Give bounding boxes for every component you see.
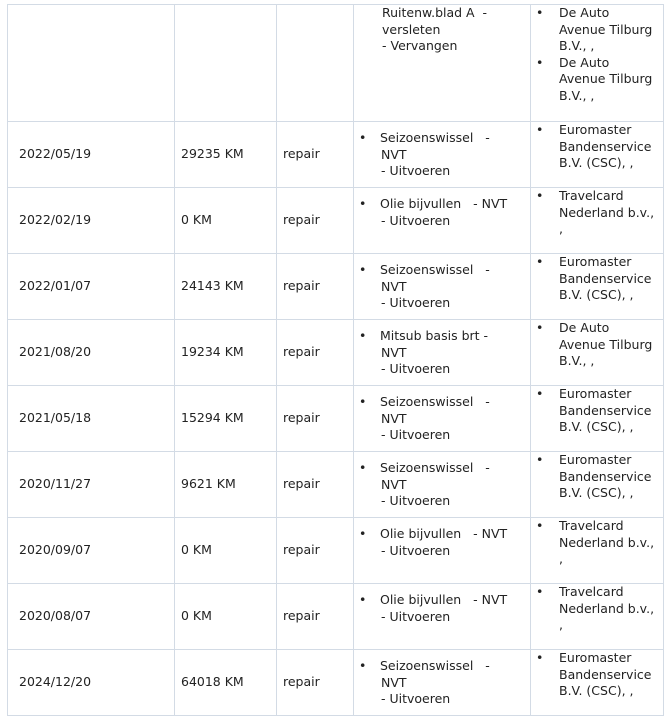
mileage-value: 24143 KM bbox=[181, 278, 244, 294]
bullet-icon: • bbox=[536, 650, 544, 665]
date-cell bbox=[8, 320, 175, 386]
bullet-icon: • bbox=[359, 328, 367, 343]
service-date: 2024/12/20 bbox=[19, 674, 92, 690]
garage-name: Euromaster Bandenservice B.V. (CSC), , bbox=[559, 122, 652, 170]
garage-cell bbox=[531, 386, 664, 452]
type-cell bbox=[277, 452, 354, 518]
garage-list-item bbox=[536, 5, 659, 55]
table-row bbox=[8, 5, 664, 122]
table-row bbox=[8, 386, 664, 452]
work-action-line: - Uitvoeren bbox=[381, 427, 451, 442]
maintenance-history-table bbox=[7, 4, 664, 716]
service-type: repair bbox=[283, 146, 320, 162]
bullet-icon: • bbox=[359, 460, 367, 475]
work-list-item bbox=[359, 592, 524, 609]
mileage-value: 9621 KM bbox=[181, 476, 236, 492]
mileage-value: 0 KM bbox=[181, 542, 212, 558]
service-type: repair bbox=[283, 212, 320, 228]
work-cell bbox=[354, 650, 531, 716]
work-cell bbox=[354, 122, 531, 188]
garage-list-item bbox=[536, 122, 659, 172]
service-date: 2020/09/07 bbox=[19, 542, 92, 558]
service-date: 2021/05/18 bbox=[19, 410, 92, 426]
mileage-cell bbox=[175, 518, 277, 584]
work-cell bbox=[354, 518, 531, 584]
work-action-line: - Uitvoeren bbox=[381, 212, 451, 228]
bullet-icon: • bbox=[359, 130, 367, 145]
garage-name: Euromaster Bandenservice B.V. (CSC), , bbox=[559, 452, 652, 500]
type-cell bbox=[277, 122, 354, 188]
work-description: Seizoenswissel - bbox=[380, 394, 490, 409]
bullet-icon: • bbox=[536, 386, 544, 401]
garage-list-item bbox=[536, 650, 659, 700]
work-list-item bbox=[359, 460, 524, 477]
garage-name: Euromaster Bandenservice B.V. (CSC), , bbox=[559, 254, 652, 302]
service-date: 2022/01/07 bbox=[19, 278, 92, 294]
work-description: Seizoenswissel - bbox=[380, 658, 490, 673]
type-cell bbox=[277, 254, 354, 320]
mileage-cell bbox=[175, 452, 277, 518]
bullet-icon: • bbox=[359, 592, 367, 607]
type-cell bbox=[277, 650, 354, 716]
service-type: repair bbox=[283, 278, 320, 294]
table-row bbox=[8, 650, 664, 716]
date-cell bbox=[8, 452, 175, 518]
garage-cell bbox=[531, 320, 664, 386]
work-description: Seizoenswissel - bbox=[380, 262, 490, 277]
garage-list-item bbox=[536, 386, 659, 436]
date-cell bbox=[8, 386, 175, 452]
table-row bbox=[8, 320, 664, 386]
bullet-icon: • bbox=[359, 526, 367, 541]
work-action-line: - Uitvoeren bbox=[381, 163, 451, 178]
service-type: repair bbox=[283, 608, 320, 624]
bullet-icon: • bbox=[536, 5, 544, 20]
bullet-icon: • bbox=[359, 658, 367, 673]
table-row bbox=[8, 188, 664, 254]
type-cell bbox=[277, 584, 354, 650]
garage-name: De Auto Avenue Tilburg B.V., , bbox=[559, 5, 653, 53]
mileage-cell bbox=[175, 254, 277, 320]
garage-cell bbox=[531, 122, 664, 188]
garage-list-item bbox=[536, 518, 659, 568]
service-type: repair bbox=[283, 542, 320, 558]
garage-cell bbox=[531, 584, 664, 650]
type-cell bbox=[277, 386, 354, 452]
table-row bbox=[8, 518, 664, 584]
work-cell bbox=[354, 584, 531, 650]
bullet-icon: • bbox=[359, 394, 367, 409]
date-cell bbox=[8, 584, 175, 650]
mileage-cell bbox=[175, 584, 277, 650]
type-cell bbox=[277, 320, 354, 386]
work-description-line: NVT bbox=[381, 146, 407, 162]
mileage-value: 0 KM bbox=[181, 212, 212, 228]
date-cell bbox=[8, 254, 175, 320]
bullet-icon: • bbox=[536, 54, 544, 70]
garage-cell bbox=[531, 254, 664, 320]
bullet-icon: • bbox=[536, 584, 544, 599]
work-list-item bbox=[359, 196, 524, 213]
service-type: repair bbox=[283, 674, 320, 690]
garage-name: De Auto Avenue Tilburg B.V., , bbox=[559, 320, 653, 368]
work-action-line: - Uitvoeren bbox=[381, 295, 451, 310]
service-date: 2020/08/07 bbox=[19, 608, 92, 624]
work-action-line: - Uitvoeren bbox=[381, 691, 451, 706]
work-action-line: - Uitvoeren bbox=[381, 493, 451, 508]
mileage-value: 29235 KM bbox=[181, 146, 244, 162]
garage-list-item bbox=[536, 55, 659, 105]
date-cell bbox=[8, 122, 175, 188]
date-cell bbox=[8, 518, 175, 584]
work-cell bbox=[354, 254, 531, 320]
type-cell bbox=[277, 5, 354, 122]
garage-list-item bbox=[536, 188, 659, 238]
garage-cell bbox=[531, 452, 664, 518]
work-list-item bbox=[359, 328, 524, 345]
work-description: Olie bijvullen - NVT bbox=[380, 196, 508, 211]
work-cell bbox=[354, 5, 531, 122]
work-cell bbox=[354, 452, 531, 518]
garage-cell bbox=[531, 5, 664, 122]
date-cell bbox=[8, 650, 175, 716]
table-row bbox=[8, 584, 664, 650]
garage-name: Euromaster Bandenservice B.V. (CSC), , bbox=[559, 650, 652, 698]
bullet-icon: • bbox=[536, 452, 544, 467]
work-description: Seizoenswissel - bbox=[380, 130, 490, 145]
garage-cell bbox=[531, 650, 664, 716]
mileage-cell bbox=[175, 5, 277, 122]
mileage-value: 64018 KM bbox=[181, 674, 244, 690]
service-type: repair bbox=[283, 410, 320, 426]
type-cell bbox=[277, 518, 354, 584]
garage-name: Euromaster Bandenservice B.V. (CSC), , bbox=[559, 386, 652, 434]
bullet-icon: • bbox=[536, 254, 544, 269]
garage-name: Travelcard Nederland b.v., , bbox=[559, 188, 655, 236]
garage-list-item bbox=[536, 584, 659, 634]
work-list-item bbox=[359, 262, 524, 279]
bullet-icon: • bbox=[536, 518, 544, 533]
work-list-item bbox=[359, 394, 524, 411]
work-cell bbox=[354, 386, 531, 452]
bullet-icon: • bbox=[359, 262, 367, 277]
mileage-cell bbox=[175, 122, 277, 188]
work-description-line: NVT bbox=[381, 476, 407, 492]
work-action-line: - Vervangen bbox=[382, 38, 458, 53]
mileage-cell bbox=[175, 188, 277, 254]
mileage-value: 19234 KM bbox=[181, 344, 244, 360]
date-cell bbox=[8, 188, 175, 254]
work-list-item bbox=[359, 526, 524, 543]
mileage-cell bbox=[175, 386, 277, 452]
work-description: Seizoenswissel - bbox=[380, 460, 490, 475]
service-date: 2022/02/19 bbox=[19, 212, 92, 228]
service-type: repair bbox=[283, 476, 320, 492]
work-description-line: versleten bbox=[382, 21, 441, 37]
work-description-line: NVT bbox=[381, 410, 407, 426]
work-cell bbox=[354, 320, 531, 386]
work-description: Olie bijvullen - NVT bbox=[380, 592, 508, 607]
date-cell bbox=[8, 5, 175, 122]
garage-list-item bbox=[536, 452, 659, 502]
work-action-line: - Uitvoeren bbox=[381, 608, 451, 624]
service-date: 2022/05/19 bbox=[19, 146, 92, 162]
work-cell bbox=[354, 188, 531, 254]
work-action-line: - Uitvoeren bbox=[381, 542, 451, 558]
garage-list-item bbox=[536, 254, 659, 304]
mileage-cell bbox=[175, 320, 277, 386]
bullet-icon: • bbox=[359, 196, 367, 211]
type-cell bbox=[277, 188, 354, 254]
garage-cell bbox=[531, 188, 664, 254]
garage-cell bbox=[531, 518, 664, 584]
table-row bbox=[8, 452, 664, 518]
service-type: repair bbox=[283, 344, 320, 360]
bullet-icon: • bbox=[536, 122, 544, 137]
mileage-value: 0 KM bbox=[181, 608, 212, 624]
garage-name: Travelcard Nederland b.v., , bbox=[559, 518, 655, 566]
service-date: 2021/08/20 bbox=[19, 344, 92, 360]
bullet-icon: • bbox=[536, 188, 544, 203]
bullet-icon: • bbox=[536, 320, 544, 335]
mileage-value: 15294 KM bbox=[181, 410, 244, 426]
service-date: 2020/11/27 bbox=[19, 476, 92, 492]
table-row bbox=[8, 122, 664, 188]
mileage-cell bbox=[175, 650, 277, 716]
work-action-line: - Uitvoeren bbox=[381, 361, 451, 376]
work-description-line: NVT bbox=[381, 674, 407, 690]
work-description: Olie bijvullen - NVT bbox=[380, 526, 508, 541]
work-description-line: NVT bbox=[381, 278, 407, 294]
garage-list-item bbox=[536, 320, 659, 370]
garage-name: De Auto Avenue Tilburg B.V., , bbox=[559, 54, 653, 103]
work-description: Mitsub basis brt - bbox=[380, 328, 489, 343]
table-row bbox=[8, 254, 664, 320]
work-description-line: NVT bbox=[381, 344, 407, 360]
work-list-item bbox=[359, 130, 524, 147]
work-list-item bbox=[359, 658, 524, 675]
garage-name: Travelcard Nederland b.v., , bbox=[559, 584, 655, 632]
work-description-line: Ruitenw.blad A - bbox=[382, 5, 488, 20]
